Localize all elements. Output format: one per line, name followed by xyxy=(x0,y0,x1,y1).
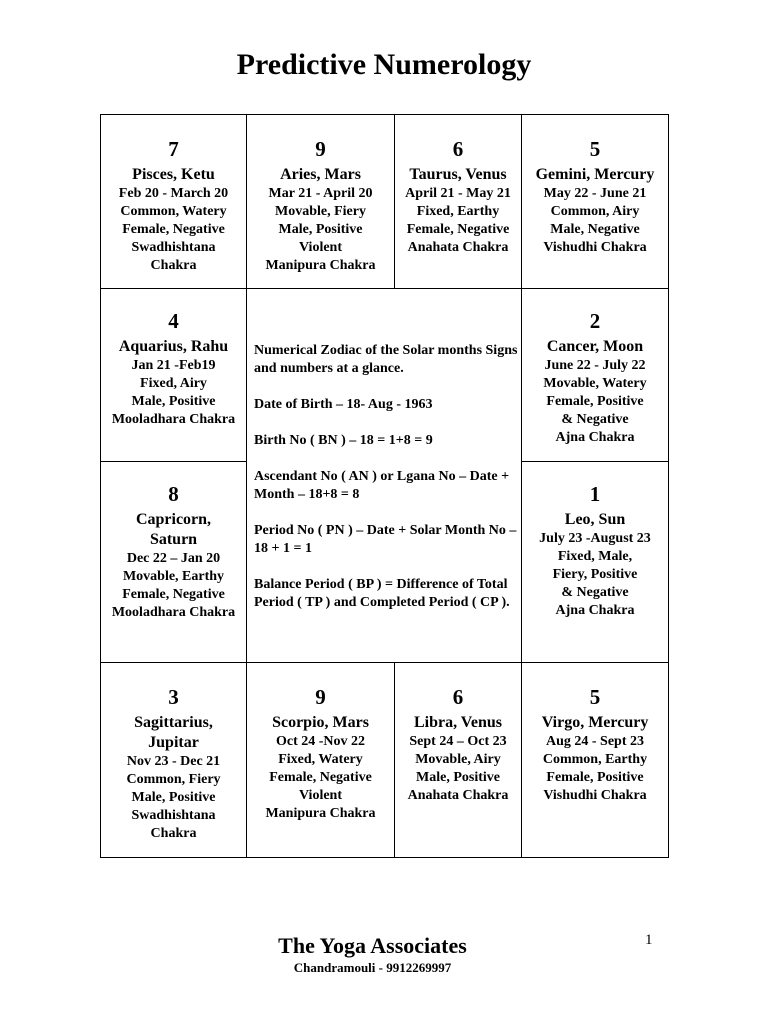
zodiac-cell xyxy=(100,662,247,858)
zodiac-detail: Swadhishtana xyxy=(131,808,216,823)
zodiac-number: 7 xyxy=(168,137,179,161)
zodiac-detail: Mooladhara Chakra xyxy=(111,412,236,427)
center-info-panel xyxy=(246,288,522,663)
zodiac-sign: Libra, Venus xyxy=(413,714,503,731)
zodiac-detail: Anahata Chakra xyxy=(407,240,509,255)
zodiac-detail: Fixed, Watery xyxy=(278,752,363,767)
zodiac-detail: & Negative xyxy=(561,585,629,600)
zodiac-detail: Chakra xyxy=(150,826,197,841)
zodiac-cell xyxy=(521,461,669,663)
zodiac-sign: Virgo, Mercury xyxy=(541,714,649,731)
zodiac-detail: Female, Negative xyxy=(122,222,225,237)
zodiac-number: 8 xyxy=(168,482,179,506)
footer-contact: Chandramouli - 9912269997 xyxy=(293,960,452,975)
center-dob: Date of Birth – 18- Aug - 1963 xyxy=(254,397,433,412)
zodiac-cell xyxy=(246,114,395,289)
zodiac-number: 4 xyxy=(168,309,179,333)
zodiac-detail: Jan 21 -Feb19 xyxy=(131,358,216,373)
zodiac-number: 6 xyxy=(452,137,464,161)
zodiac-number: 5 xyxy=(589,137,601,161)
zodiac-detail: Female, Positive xyxy=(546,394,644,409)
zodiac-detail: Vishudhi Chakra xyxy=(543,788,647,803)
zodiac-detail: Violent xyxy=(298,240,343,255)
center-balance-period: Balance Period ( BP ) = Difference of Total Period ( TP ) and Completed Period ( CP ). xyxy=(254,577,510,610)
zodiac-detail: Movable, Fiery xyxy=(275,204,366,219)
zodiac-detail: Common, Watery xyxy=(120,204,227,219)
center-ascendant-no: Ascendant No ( AN ) or Lgana No – Date + Month – 18+8 = 8 xyxy=(254,469,510,502)
zodiac-detail: Male, Positive xyxy=(416,770,500,785)
zodiac-sign: Scorpio, Mars xyxy=(272,714,369,731)
zodiac-cell xyxy=(521,288,669,462)
page-number: 1 xyxy=(645,932,653,948)
zodiac-detail: Female, Negative xyxy=(122,587,225,602)
zodiac-detail: Aug 24 - Sept 23 xyxy=(545,734,644,749)
zodiac-sign: Pisces, Ketu xyxy=(132,166,215,183)
zodiac-detail: Female, Negative xyxy=(406,222,510,237)
page-title: Predictive Numerology xyxy=(236,48,532,81)
zodiac-detail: Ajna Chakra xyxy=(555,430,635,445)
zodiac-detail: Male, Positive xyxy=(131,790,216,805)
zodiac-detail: Violent xyxy=(298,788,343,803)
zodiac-detail: Sept 24 – Oct 23 xyxy=(409,734,507,749)
zodiac-detail: Male, Positive xyxy=(131,394,216,409)
zodiac-detail: Swadhishtana xyxy=(131,240,216,255)
zodiac-sign: Gemini, Mercury xyxy=(535,166,655,183)
zodiac-detail: Female, Positive xyxy=(546,770,644,785)
zodiac-sign: Aries, Mars xyxy=(280,166,361,183)
zodiac-detail: Female, Negative xyxy=(269,770,372,785)
zodiac-detail: Common, Fiery xyxy=(126,772,221,787)
zodiac-detail: Nov 23 - Dec 21 xyxy=(126,754,221,769)
zodiac-number: 2 xyxy=(589,309,601,333)
zodiac-detail: Male, Positive xyxy=(278,222,363,237)
zodiac-sign: Leo, Sun xyxy=(564,511,626,528)
zodiac-cell xyxy=(100,114,247,289)
zodiac-detail: Movable, Watery xyxy=(543,376,647,391)
zodiac-sign: Taurus, Venus xyxy=(409,166,507,183)
zodiac-detail: Oct 24 -Nov 22 xyxy=(275,734,366,749)
zodiac-detail: Dec 22 – Jan 20 xyxy=(126,551,221,566)
zodiac-detail: Fixed, Earthy xyxy=(416,204,500,219)
center-intro: Numerical Zodiac of the Solar months Signs and numbers at a glance. xyxy=(254,343,518,376)
zodiac-cell xyxy=(246,662,395,858)
zodiac-detail: Mar 21 - April 20 xyxy=(268,186,373,201)
zodiac-number: 6 xyxy=(452,685,464,709)
zodiac-cell xyxy=(100,461,247,663)
zodiac-detail: June 22 - July 22 xyxy=(544,358,646,373)
zodiac-detail: Vishudhi Chakra xyxy=(543,240,647,255)
footer-name: The Yoga Associates xyxy=(278,933,467,958)
zodiac-detail: Ajna Chakra xyxy=(555,603,635,618)
zodiac-detail: May 22 - June 21 xyxy=(543,186,647,201)
zodiac-sign: Capricorn, Saturn xyxy=(135,511,212,548)
zodiac-cell xyxy=(394,114,522,289)
zodiac-number: 9 xyxy=(315,685,326,709)
zodiac-number: 3 xyxy=(168,685,179,709)
zodiac-detail: Anahata Chakra xyxy=(407,788,509,803)
zodiac-detail: Movable, Airy xyxy=(415,752,501,767)
zodiac-sign: Sagittarius, Jupitar xyxy=(134,714,213,751)
zodiac-number: 1 xyxy=(589,482,601,506)
zodiac-detail: & Negative xyxy=(561,412,629,427)
zodiac-sign: Cancer, Moon xyxy=(546,338,644,355)
zodiac-detail: Feb 20 - March 20 xyxy=(118,186,229,201)
zodiac-number: 9 xyxy=(315,137,326,161)
zodiac-detail: Common, Airy xyxy=(550,204,640,219)
zodiac-detail: Fiery, Positive xyxy=(552,567,638,582)
zodiac-detail: Common, Earthy xyxy=(542,752,648,767)
zodiac-number: 5 xyxy=(589,685,601,709)
zodiac-detail: Male, Negative xyxy=(550,222,640,237)
zodiac-cell xyxy=(394,662,522,858)
zodiac-detail: July 23 -August 23 xyxy=(539,531,651,546)
zodiac-detail: Movable, Earthy xyxy=(122,569,225,584)
zodiac-detail: Chakra xyxy=(150,258,197,273)
center-birth-no: Birth No ( BN ) – 18 = 1+8 = 9 xyxy=(254,433,433,448)
zodiac-detail: Mooladhara Chakra xyxy=(111,605,236,620)
zodiac-detail: Manipura Chakra xyxy=(265,258,376,273)
zodiac-cell xyxy=(521,662,669,858)
zodiac-cell xyxy=(521,114,669,289)
zodiac-sign: Aquarius, Rahu xyxy=(118,338,229,355)
zodiac-detail: Fixed, Male, xyxy=(557,549,633,564)
zodiac-detail: April 21 - May 21 xyxy=(405,186,511,201)
zodiac-cell xyxy=(100,288,247,462)
zodiac-detail: Manipura Chakra xyxy=(265,806,376,821)
zodiac-detail: Fixed, Airy xyxy=(140,376,207,391)
center-period-no: Period No ( PN ) – Date + Solar Month No – 18 + 1 = 1 xyxy=(254,523,517,556)
